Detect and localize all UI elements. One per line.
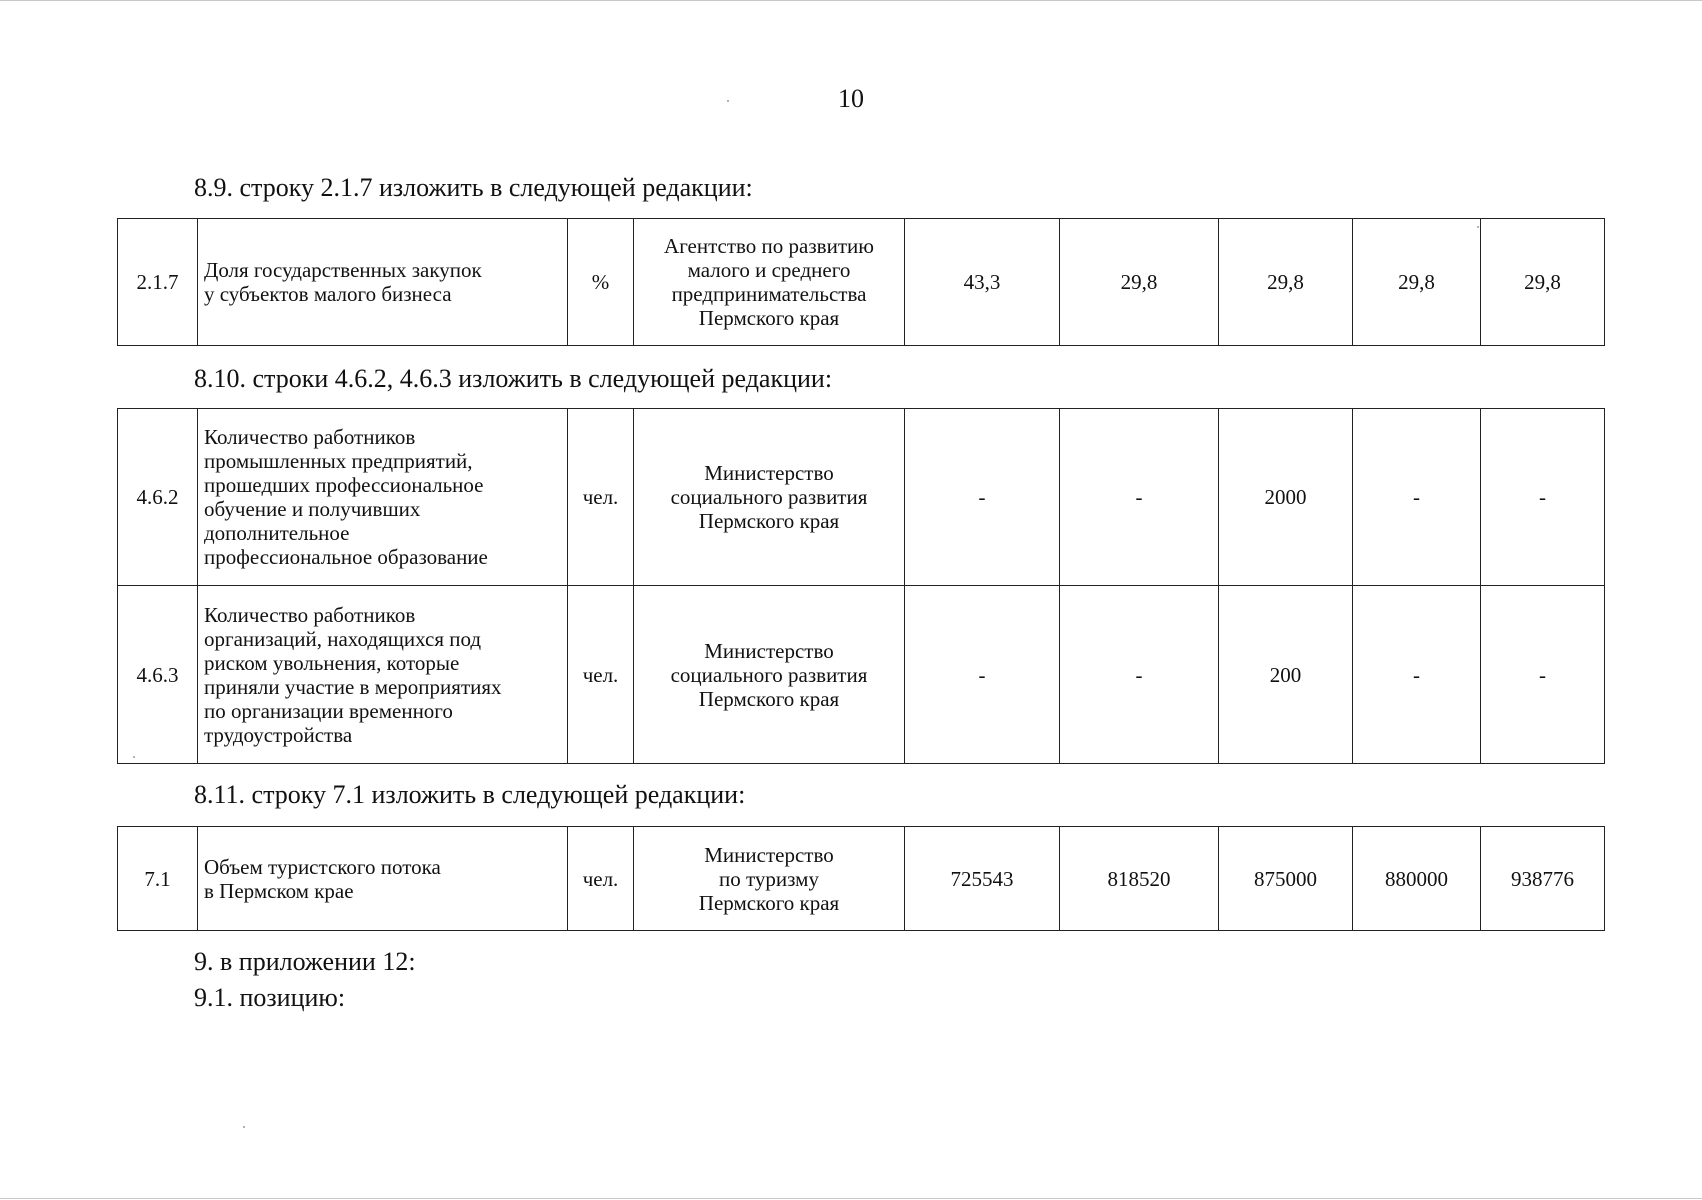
value-cell: - xyxy=(1353,586,1481,764)
row-code: 4.6.3 xyxy=(118,586,198,764)
indicator-name: Доля государственных закупок у субъектов малого бизнеса xyxy=(198,219,568,346)
section-heading: 8.11. строку 7.1 изложить в следующей редакции: xyxy=(194,780,746,809)
page-number: 10 xyxy=(838,84,864,113)
table-row xyxy=(118,219,1605,346)
value-cell: - xyxy=(1481,586,1605,764)
responsible-agency: Агентство по развитию малого и среднего предпринимательства Пермского края xyxy=(634,219,905,346)
table-row xyxy=(118,586,1605,764)
value-cell: 29,8 xyxy=(1219,219,1353,346)
row-code: 7.1 xyxy=(118,827,198,931)
scan-border-bottom xyxy=(0,1198,1702,1199)
value-cell: - xyxy=(905,409,1060,586)
section-heading: 8.9. строку 2.1.7 изложить в следующей редакции: xyxy=(194,173,753,202)
unit: чел. xyxy=(568,409,634,586)
value-cell: 29,8 xyxy=(1481,219,1605,346)
unit: чел. xyxy=(568,586,634,764)
value-cell: 725543 xyxy=(905,827,1060,931)
value-cell: 43,3 xyxy=(905,219,1060,346)
value-cell: 938776 xyxy=(1481,827,1605,931)
scan-speck xyxy=(243,1126,245,1128)
value-cell: 2000 xyxy=(1219,409,1353,586)
indicator-name: Объем туристского потока в Пермском крае xyxy=(198,827,568,931)
responsible-agency: Министерство по туризму Пермского края xyxy=(634,827,905,931)
indicator-table xyxy=(117,408,1605,764)
indicator-name: Количество работников организаций, находящихся под риском увольнения, которые приняли участие в мероприятиях по организации временного трудоустройства xyxy=(198,586,568,764)
row-code: 4.6.2 xyxy=(118,409,198,586)
value-cell: 29,8 xyxy=(1060,219,1219,346)
value-cell: - xyxy=(1060,586,1219,764)
unit: чел. xyxy=(568,827,634,931)
responsible-agency: Министерство социального развития Пермского края xyxy=(634,586,905,764)
value-cell: - xyxy=(1481,409,1605,586)
list-item: 9.1. позицию: xyxy=(194,983,346,1012)
value-cell: 875000 xyxy=(1219,827,1353,931)
value-cell: - xyxy=(1060,409,1219,586)
table-row xyxy=(118,827,1605,931)
value-cell: - xyxy=(1353,409,1481,586)
unit: % xyxy=(568,219,634,346)
indicator-name: Количество работников промышленных предприятий, прошедших профессиональное обучение и получивших дополнительное профессиональное образование xyxy=(198,409,568,586)
section-heading: 8.10. строки 4.6.2, 4.6.3 изложить в следующей редакции: xyxy=(194,364,833,393)
responsible-agency: Министерство социального развития Пермского края xyxy=(634,409,905,586)
value-cell: - xyxy=(905,586,1060,764)
value-cell: 880000 xyxy=(1353,827,1481,931)
table-row xyxy=(118,409,1605,586)
list-item: 9. в приложении 12: xyxy=(194,947,416,976)
indicator-table xyxy=(117,218,1605,346)
indicator-table xyxy=(117,826,1605,931)
value-cell: 818520 xyxy=(1060,827,1219,931)
scan-border-top xyxy=(0,0,1702,1)
value-cell: 29,8 xyxy=(1353,219,1481,346)
value-cell: 200 xyxy=(1219,586,1353,764)
row-code: 2.1.7 xyxy=(118,219,198,346)
